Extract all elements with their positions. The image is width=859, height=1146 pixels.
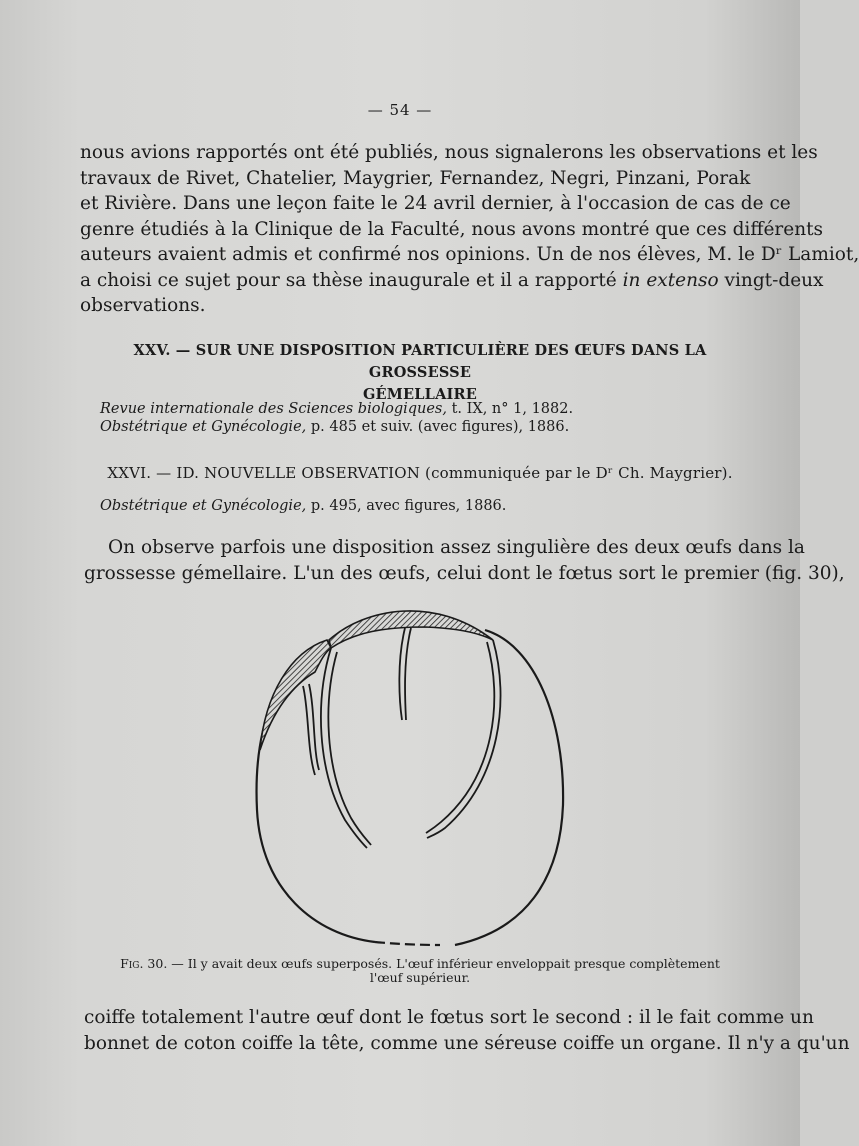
section-xxvi-heading-line: XXVI. — ID. NOUVELLE OBSERVATION (communiquée par le Dʳ Ch. Maygrier). (107, 464, 733, 482)
reference-details: p. 495, avec figures, 1886. (306, 498, 507, 514)
figure-caption (110, 957, 730, 985)
paragraph-1-line: genre étudiés à la Clinique de la Faculté, nous avons montré que ces différents (80, 218, 824, 240)
paragraph-3-line: bonnet de coton coiffe la tête, comme une séreuse coiffe un organe. Il n'y a qu'un (84, 1032, 850, 1054)
paragraph-1-line: observations. (80, 295, 206, 316)
journal-title: Obstétrique et Gynécologie, (100, 498, 307, 514)
figure-caption-line: l'œuf supérieur. (369, 970, 471, 985)
reference-details: t. IX, n° 1, 1882. (447, 401, 574, 417)
section-xxv-heading (80, 340, 760, 406)
paragraph-2-line: On observe parfois une disposition assez singulière des deux œufs dans la (108, 537, 805, 558)
journal-title: Obstétrique et Gynécologie, (100, 419, 307, 435)
line-6-text-before: a choisi ce sujet pour sa thèse inaugurale et il a rapporté (80, 269, 623, 291)
paragraph-2 (84, 535, 845, 586)
upper-egg-membranes (303, 628, 501, 848)
section-xxv-references (100, 400, 740, 436)
twin-eggs-figure (245, 590, 585, 955)
line-6-text-after: vingt-deux (718, 269, 824, 291)
section-xxvi-reference (100, 497, 740, 515)
paragraph-3-line: coiffe totalement l'autre œuf dont le fœtus sort le second : il le fait comme un (84, 1007, 814, 1028)
paragraph-1-line: nous avions rapportés ont été publiés, nous signalerons les observations et les (80, 142, 818, 163)
section-xxvi-heading (80, 462, 760, 484)
paragraph-1-line: travaux de Rivet, Chatelier, Maygrier, Fernandez, Negri, Pinzani, Porak (80, 167, 751, 189)
section-xxv-heading-line: XXV. — SUR UNE DISPOSITION PARTICULIÈRE DES ŒUFS DANS LA GROSSESSE (133, 342, 707, 381)
page-number: — 54 — (367, 101, 433, 119)
figure-caption-text: — Il y avait deux œufs superposés. L'œuf inférieur enveloppait presque complètement (167, 956, 720, 971)
reference-line (100, 418, 740, 436)
paragraph-1 (80, 140, 859, 319)
reference-line (100, 400, 740, 418)
paragraph-1-line: et Rivière. Dans une leçon faite le 24 avril dernier, à l'occasion de cas de ce (80, 193, 791, 214)
lower-egg-left-hatched-wall (260, 640, 331, 750)
paragraph-2-line: grossesse gémellaire. L'un des œufs, celui dont le fœtus sort le premier (fig. 30), (84, 562, 845, 584)
journal-title: Revue internationale des Sciences biologiques, (100, 401, 447, 417)
figure-caption-line (110, 957, 730, 971)
reference-details: p. 485 et suiv. (avec figures), 1886. (306, 419, 570, 435)
paragraph-3 (84, 1005, 850, 1056)
reference-line (100, 497, 740, 515)
figure-label: Fig. 30. (120, 956, 168, 971)
paragraph-1-line (80, 268, 824, 294)
latin-phrase: in extenso (622, 269, 719, 291)
paragraph-1-line: auteurs avaient admis et confirmé nos opinions. Un de nos élèves, M. le Dʳ Lamiot, (80, 244, 859, 265)
section-xxv-heading-line: GÉMELLAIRE (362, 386, 478, 403)
